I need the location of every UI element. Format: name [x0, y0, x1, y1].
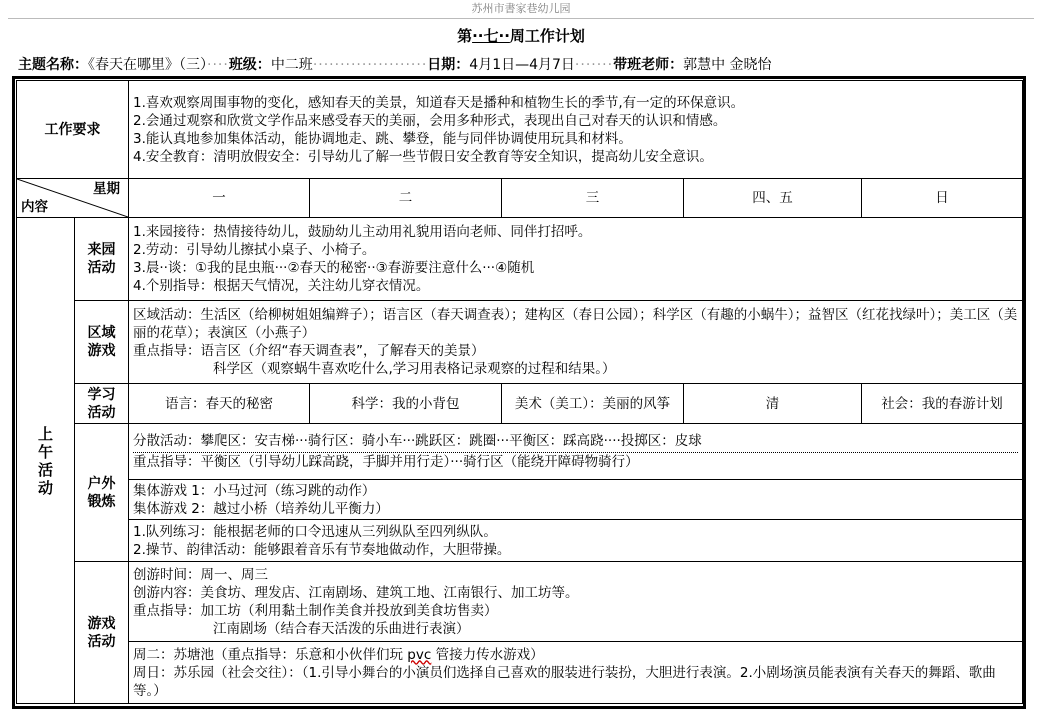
requirements-label: 工作要求 [17, 81, 129, 179]
arrival-row [17, 218, 1023, 301]
requirements-row [17, 81, 1023, 179]
arrival-item: 4.个别指导：根据天气情况，关注幼儿穿衣情况。 [133, 278, 430, 294]
day-tue: 二 [310, 179, 502, 218]
outdoor-scattered [129, 424, 1023, 480]
group-game-2: 集体游戏 2：越过小桥（培养幼儿平衡力） [133, 500, 389, 517]
page-title [0, 26, 1042, 46]
area-activity-text: 区域活动：生活区（给柳树姐姐编辫子）；语言区（春天调查表）；建构区（春日公园）；科学区（有趣的小蜗牛）；益智区（红花找绿叶）；美工区（美丽的花草）；表演区（小燕子） [133, 307, 1018, 341]
area-focus-2: 科学区（观察蜗牛喜欢吃什么,学习用表格记录观察的过程和结果。） [213, 361, 616, 377]
study-row [17, 384, 1023, 424]
days-header-row [17, 179, 1023, 218]
arrival-item: 3.晨··谈：①我的昆虫瓶···②春天的秘密··③春游要注意什么···④随机 [133, 260, 535, 276]
sunday-outing: 周日：苏乐园（社会交往）：（1.引导小舞台的小演员们选择自己喜欢的服装进行装扮，大胆进行表演。2.小剧场演员能表演有关春天的舞蹈、歌曲等。） [133, 664, 996, 699]
outing-game-content [129, 642, 1023, 704]
diagonal-header-cell [17, 179, 129, 218]
day-sun: 日 [862, 179, 1023, 218]
teacher-value: 郭慧中 金晓怡 [683, 57, 772, 73]
study-thu-fri: 清 [684, 384, 862, 424]
class-label: 班级： [228, 57, 271, 73]
arrival-item: 2.劳动：引导幼儿擦拭小桌子、小椅子。 [133, 242, 376, 258]
outdoor-drill-row [17, 520, 1023, 562]
morning-activity-label: 上 午 活 动 [17, 218, 75, 704]
day-mon: 一 [129, 179, 310, 218]
theme-label: 主题名称： [18, 57, 88, 73]
header-rule [8, 18, 1034, 19]
requirement-item: 2.会通过观察和欣赏文学作品来感受春天的美丽，会用多种形式，表现出自己对春天的认识和情感。 [133, 112, 727, 129]
tuesday-outing: 周二：苏塘池（重点指导：乐意和小伙伴们玩 pvc 管接力传水游戏） [133, 646, 544, 663]
creative-game-content [129, 562, 1023, 642]
outdoor-scattered-row [17, 424, 1023, 480]
creative-content: 创游内容：美食坊、理发店、江南剧场、建筑工地、江南银行、加工坊等。 [133, 584, 579, 601]
outdoor-group-row [17, 480, 1023, 520]
arrival-item: 1.来园接待：热情接待幼儿，鼓励幼儿主动用礼貌用语向老师、同伴打招呼。 [133, 224, 592, 240]
area-focus-1: 重点指导：语言区（介绍“春天调查表”，了解春天的美景） [133, 343, 485, 359]
area-game-label: 区域 游戏 [75, 301, 129, 384]
day-thu-fri: 四、五 [684, 179, 862, 218]
study-tue: 科学：我的小背包 [310, 384, 502, 424]
drill-2: 2.操节、韵律活动：能够跟着音乐有节奏地做动作，大胆带操。 [133, 541, 511, 558]
date-value: 4月1日—4月7日 [469, 57, 575, 73]
arrival-label: 来园 活动 [75, 218, 129, 301]
scattered-activity: 分散活动：攀爬区：安吉梯···骑行区：骑小车···跳跃区：跳圈···平衡区：踩高跷····投掷区：皮球 [133, 433, 702, 449]
requirements-content [129, 81, 1023, 179]
area-game-row [17, 301, 1023, 384]
outing-game-row [17, 642, 1023, 704]
requirement-item: 4.安全教育：清明放假安全：引导幼儿了解一些节假日安全教育等安全知识，提高幼儿安全意识。 [133, 148, 713, 165]
drill-1: 1.队列练习：能根据老师的口令迅速从三列纵队至四列纵队。 [133, 523, 497, 540]
scattered-focus: 重点指导：平衡区（引导幼儿踩高跷，手脚并用行走）···骑行区（能绕开障碍物骑行） [133, 452, 1018, 471]
content-label: 内容 [21, 199, 48, 215]
arrival-content [129, 218, 1023, 301]
class-value: 中二班 [270, 57, 313, 73]
week-number: ··七·· [472, 27, 510, 45]
outdoor-group-games [129, 480, 1023, 520]
title-suffix: 周工作计划 [509, 27, 585, 45]
creative-focus-2: 江南剧场（结合春天活泼的乐曲进行表演） [213, 620, 470, 637]
requirement-item: 3.能认真地参加集体活动，能协调地走、跳、攀登，能与同伴协调使用玩具和材料。 [133, 130, 632, 147]
outdoor-drills [129, 520, 1023, 562]
teacher-label: 带班老师： [613, 57, 684, 73]
school-header: 苏州市書家巷幼儿园 [471, 2, 571, 15]
study-label: 学习 活动 [75, 384, 129, 424]
creative-game-row [17, 562, 1023, 642]
requirement-item: 1.喜欢观察周围事物的变化，感知春天的美景，知道春天是播种和植物生长的季节,有一定的环保意识。 [133, 94, 745, 111]
outdoor-label: 户外 锻炼 [75, 424, 129, 562]
creative-focus-1: 重点指导：加工坊（利用黏土制作美食并投放到美食坊售卖） [133, 602, 498, 619]
study-wed: 美术（美工）：美丽的风筝 [502, 384, 684, 424]
group-game-1: 集体游戏 1：小马过河（练习跳的动作） [133, 482, 376, 499]
theme-value: 《春天在哪里》（三） [88, 57, 207, 73]
creative-time: 创游时间：周一、周三 [133, 566, 268, 583]
area-game-content [129, 301, 1023, 384]
study-mon: 语言：春天的秘密 [129, 384, 310, 424]
plan-meta-line: 主题名称：《春天在哪里》（三）····班级：中二班·····················日期：4月1日—4月7日·······带班老师：郭慧中 金晓怡 [18, 57, 772, 73]
day-wed: 三 [502, 179, 684, 218]
date-label: 日期： [427, 57, 470, 73]
title-prefix: 第 [457, 27, 473, 45]
game-activity-label: 游戏 活动 [75, 562, 129, 704]
study-sun: 社会：我的春游计划 [862, 384, 1023, 424]
weekly-plan-table [16, 80, 1023, 704]
week-label: 星期 [93, 181, 120, 197]
